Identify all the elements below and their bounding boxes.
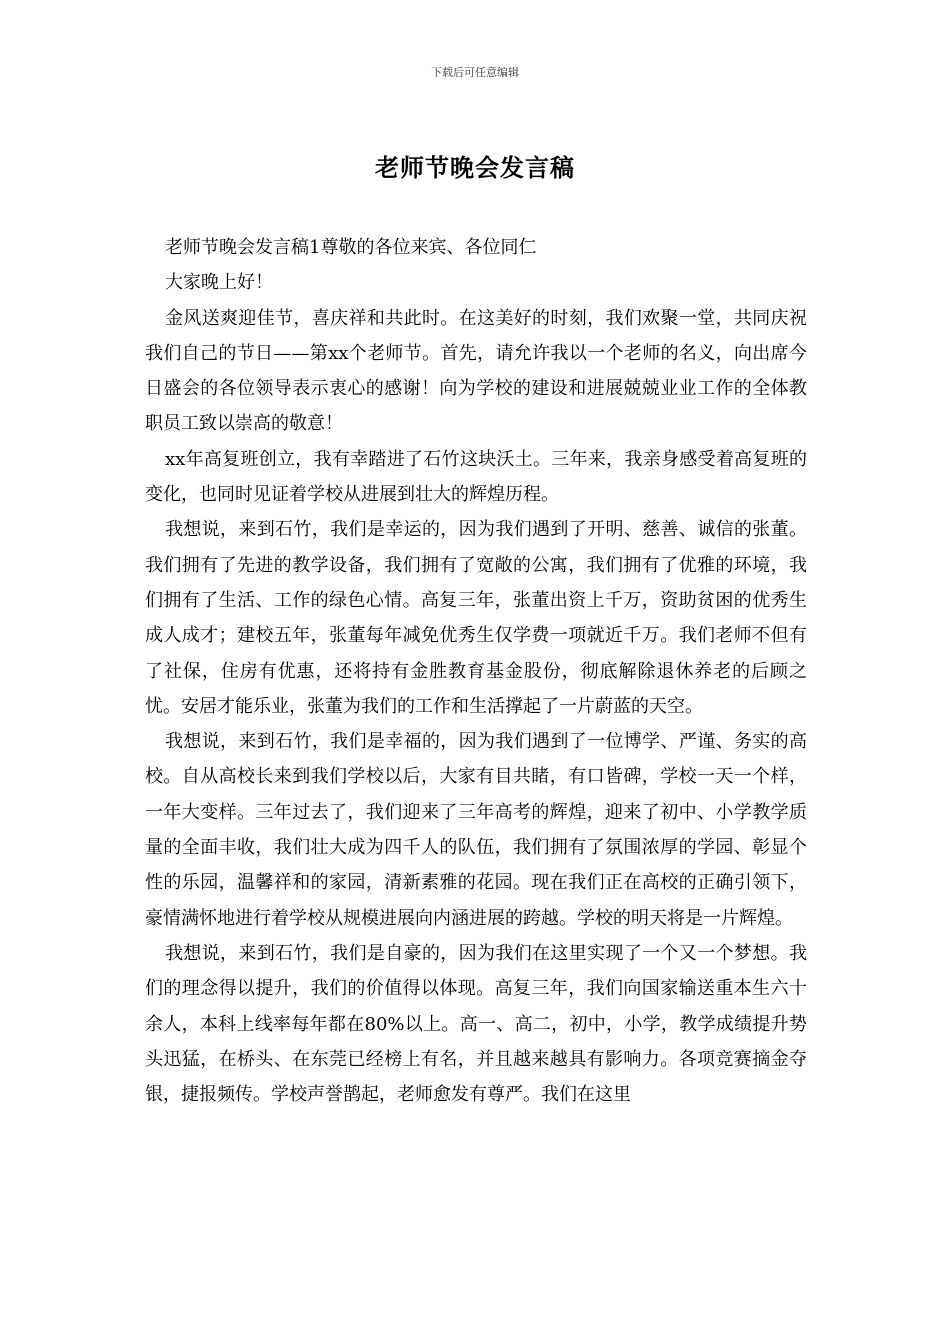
document-title: 老师节晚会发言稿 xyxy=(375,153,575,182)
paragraph-4: xx年高复班创立，我有幸踏进了石竹这块沃土。三年来，我亲身感受着高复班的变化，也同时见证着学校从进展到壮大的辉煌历程。 xyxy=(145,448,807,506)
paragraph-5: 我想说，来到石竹，我们是幸运的，因为我们遇到了开明、慈善、诚信的张董。我们拥有了先进的教学设备，我们拥有了宽敞的公寓，我们拥有了优雅的环境，我们拥有了生活、工作的绿色心情。高复三年，张董出资上千万，资助贫困的优秀生成人成才；建校五年，张董每年减免优秀生仅学费一项就近千万。我们老师不但有了社保，住房有优惠，还将持有金胜教育基金股份，彻底解除退休养老的后顾之忧。安居才能乐业，张董为我们的工作和生活撑起了一片蔚蓝的天空。 xyxy=(145,519,807,717)
paragraph-1: 老师节晚会发言稿1尊敬的各位来宾、各位同仁 xyxy=(165,237,537,258)
paragraph-7: 我想说，来到石竹，我们是自豪的，因为我们在这里实现了一个又一个梦想。我们的理念得以提升，我们的价值得以体现。高复三年，我们向国家输送重本生六十余人，本科上线率每年都在80%以上。高一、高二，初中，小学，教学成绩提升势头迅猛，在桥头、在东莞已经榜上有名，并且越来越具有影响力。各项竞赛摘金夺银，捷报频传。学校声誉鹊起，老师愈发有尊严。我们在这里 xyxy=(145,942,807,1106)
paragraph-3: 金风送爽迎佳节，喜庆祥和共此时。在这美好的时刻，我们欢聚一堂，共同庆祝我们自己的节日——第xx个老师节。首先，请允许我以一个老师的名义，向出席今日盛会的各位领导表示衷心的感谢！向为学校的建设和进展兢兢业业工作的全体教职员工致以崇高的敬意！ xyxy=(145,307,807,435)
document-body xyxy=(145,230,807,1112)
page-header: 下载后可任意编辑 xyxy=(431,66,519,79)
paragraph-2: 大家晚上好！ xyxy=(165,272,273,294)
paragraph-6: 我想说，来到石竹，我们是幸福的，因为我们遇到了一位博学、严谨、务实的高校。自从高校长来到我们学校以后，大家有目共睹，有口皆碑，学校一天一个样，一年大变样。三年过去了，我们迎来了三年高考的辉煌，迎来了初中、小学教学质量的全面丰收，我们壮大成为四千人的队伍，我们拥有了氛围浓厚的学园、彰显个性的乐园，温馨祥和的家园，清新素雅的花园。现在我们正在高校的正确引领下，豪情满怀地进行着学校从规模进展向内涵进展的跨越。学校的明天将是一片辉煌。 xyxy=(145,731,807,929)
